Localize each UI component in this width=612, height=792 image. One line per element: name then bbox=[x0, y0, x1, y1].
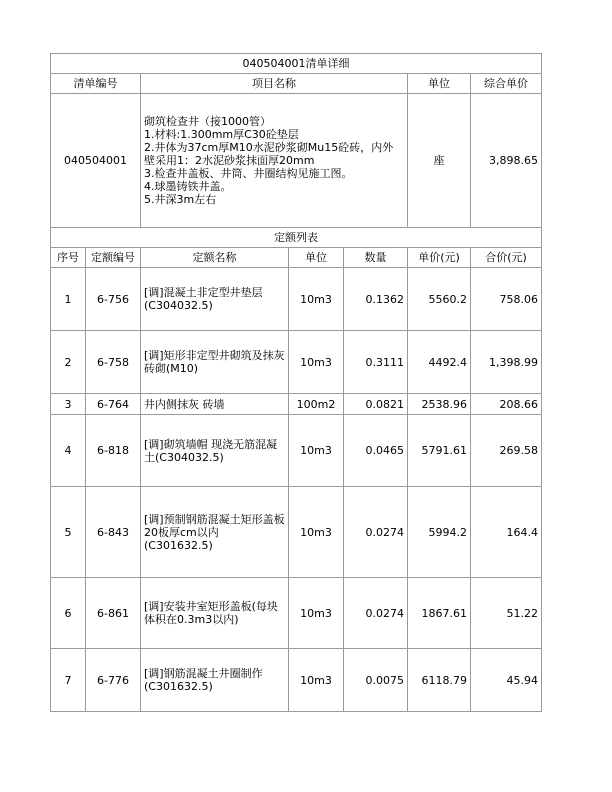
row-qty: 0.0274 bbox=[344, 578, 408, 649]
table-row bbox=[51, 578, 542, 649]
row-name: [调]砌筑墙帽 现浇无筋混凝土(C304032.5) bbox=[141, 415, 289, 487]
row-unit: 10m3 bbox=[289, 649, 344, 712]
row-seq: 4 bbox=[51, 415, 86, 487]
row-unit: 10m3 bbox=[289, 268, 344, 331]
bill-unit-header: 单位 bbox=[408, 74, 471, 94]
row-seq: 1 bbox=[51, 268, 86, 331]
row-price: 5994.2 bbox=[408, 487, 471, 578]
row-unit: 10m3 bbox=[289, 578, 344, 649]
row-price: 2538.96 bbox=[408, 394, 471, 415]
quota-qty-header: 数量 bbox=[344, 248, 408, 268]
table-row bbox=[51, 415, 542, 487]
row-unit: 10m3 bbox=[289, 487, 344, 578]
row-code: 6-758 bbox=[86, 331, 141, 394]
row-code: 6-776 bbox=[86, 649, 141, 712]
row-name: [调]混凝土非定型井垫层(C304032.5) bbox=[141, 268, 289, 331]
bill-description-line: 2.井体为37cm厚M10水泥砂浆砌Mu15砼砖，内外 bbox=[144, 141, 394, 154]
row-code: 6-818 bbox=[86, 415, 141, 487]
quota-unit-header: 单位 bbox=[289, 248, 344, 268]
bill-code: 040504001 bbox=[51, 94, 141, 228]
table-row bbox=[51, 487, 542, 578]
bill-unit: 座 bbox=[408, 94, 471, 228]
bill-description-line: 壁采用1：2水泥砂浆抹面厚20mm bbox=[144, 154, 315, 167]
row-total: 164.4 bbox=[471, 487, 542, 578]
bill-unit-price-header: 综合单价 bbox=[471, 74, 542, 94]
table-row bbox=[51, 268, 542, 331]
row-price: 1867.61 bbox=[408, 578, 471, 649]
row-seq: 6 bbox=[51, 578, 86, 649]
table-row bbox=[51, 394, 542, 415]
row-total: 758.06 bbox=[471, 268, 542, 331]
row-unit: 100m2 bbox=[289, 394, 344, 415]
quota-name-header: 定额名称 bbox=[141, 248, 289, 268]
quota-code-header: 定额编号 bbox=[86, 248, 141, 268]
row-name: [调]矩形非定型井砌筑及抹灰 砖砌(M10) bbox=[141, 331, 289, 394]
row-code: 6-764 bbox=[86, 394, 141, 415]
row-total: 1,398.99 bbox=[471, 331, 542, 394]
row-total: 45.94 bbox=[471, 649, 542, 712]
row-total: 269.58 bbox=[471, 415, 542, 487]
row-seq: 3 bbox=[51, 394, 86, 415]
row-total: 208.66 bbox=[471, 394, 542, 415]
row-code: 6-843 bbox=[86, 487, 141, 578]
bill-detail-table bbox=[50, 53, 542, 712]
row-price: 5791.61 bbox=[408, 415, 471, 487]
bill-description-line: 4.球墨铸铁井盖。 bbox=[144, 180, 232, 193]
row-seq: 7 bbox=[51, 649, 86, 712]
quota-section-title: 定额列表 bbox=[51, 228, 542, 248]
bill-name-header: 项目名称 bbox=[141, 74, 408, 94]
row-total: 51.22 bbox=[471, 578, 542, 649]
table-row bbox=[51, 331, 542, 394]
row-seq: 2 bbox=[51, 331, 86, 394]
table-row bbox=[51, 649, 542, 712]
row-name: [调]钢筋混凝土井圈制作(C301632.5) bbox=[141, 649, 289, 712]
row-qty: 0.0075 bbox=[344, 649, 408, 712]
row-price: 5560.2 bbox=[408, 268, 471, 331]
table-title: 040504001清单详细 bbox=[51, 54, 542, 74]
row-unit: 10m3 bbox=[289, 415, 344, 487]
bill-description-line: 3.检查井盖板、井筒、井圈结构见施工图。 bbox=[144, 167, 353, 180]
bill-description-line: 1.材料:1.300mm厚C30砼垫层 bbox=[144, 128, 299, 141]
row-seq: 5 bbox=[51, 487, 86, 578]
row-price: 6118.79 bbox=[408, 649, 471, 712]
row-code: 6-861 bbox=[86, 578, 141, 649]
row-name: [调]安装井室矩形盖板(每块体积在0.3m3以内) bbox=[141, 578, 289, 649]
bill-description-line: 5.井深3m左右 bbox=[144, 193, 217, 206]
bill-unit-price: 3,898.65 bbox=[471, 94, 542, 228]
row-name: 井内侧抹灰 砖墙 bbox=[141, 394, 289, 415]
bill-description-line: 砌筑检查井（接1000管） bbox=[144, 115, 271, 128]
quota-total-header: 合价(元) bbox=[471, 248, 542, 268]
row-name: [调]预制钢筋混凝土矩形盖板20板厚cm以内(C301632.5) bbox=[141, 487, 289, 578]
bill-description bbox=[141, 94, 408, 228]
row-code: 6-756 bbox=[86, 268, 141, 331]
quota-seq-header: 序号 bbox=[51, 248, 86, 268]
row-qty: 0.0465 bbox=[344, 415, 408, 487]
row-qty: 0.1362 bbox=[344, 268, 408, 331]
quota-price-header: 单价(元) bbox=[408, 248, 471, 268]
row-price: 4492.4 bbox=[408, 331, 471, 394]
row-qty: 0.0821 bbox=[344, 394, 408, 415]
row-unit: 10m3 bbox=[289, 331, 344, 394]
row-qty: 0.0274 bbox=[344, 487, 408, 578]
bill-code-header: 清单编号 bbox=[51, 74, 141, 94]
row-qty: 0.3111 bbox=[344, 331, 408, 394]
